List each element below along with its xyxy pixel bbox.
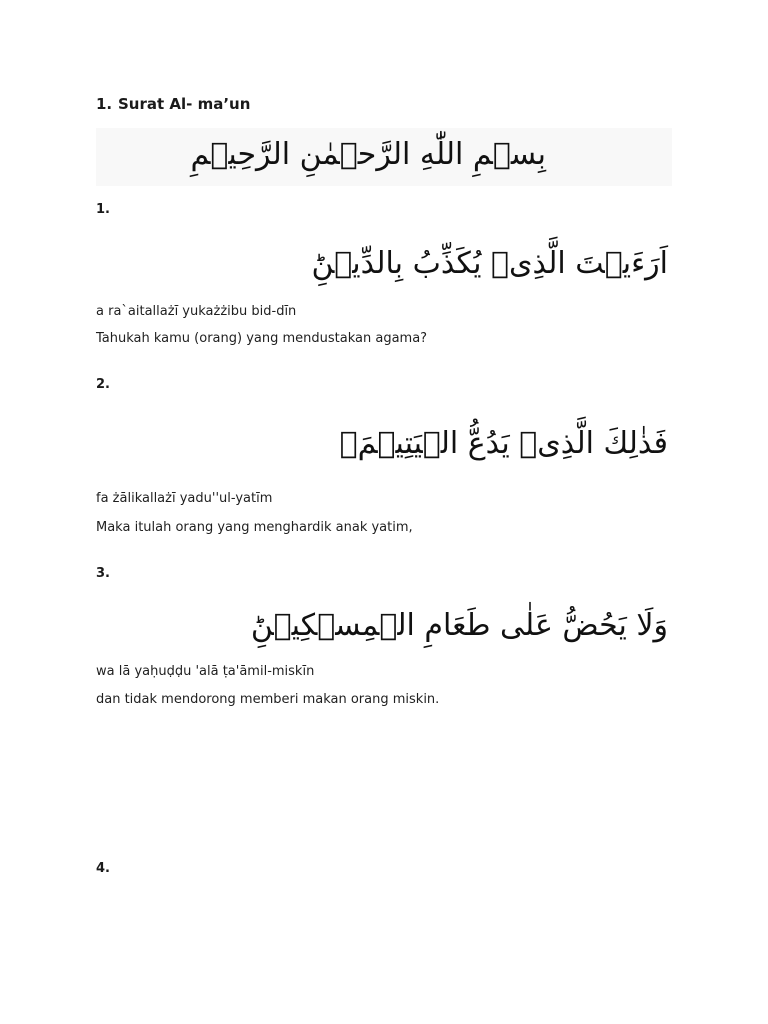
verse-3-transliteration: wa lā yaḥuḍḍu 'alā ṭa'āmil-miskīn bbox=[96, 664, 315, 679]
verse-4-number: 4. bbox=[96, 861, 110, 876]
verse-1-number: 1. bbox=[96, 202, 110, 217]
verse-1-arabic: اَرَءَيۡتَ الَّذِىۡ يُكَذِّبُ بِالدِّيۡنِؕ bbox=[311, 246, 668, 281]
verse-1-translation: Tahukah kamu (orang) yang mendustakan agama? bbox=[96, 331, 428, 346]
verse-3-number: 3. bbox=[96, 566, 110, 581]
title-text: Surat Al- ma’un bbox=[118, 95, 251, 113]
verse-2-number: 2. bbox=[96, 377, 110, 392]
verse-2-arabic: فَذٰلِكَ الَّذِىۡ يَدُعُّ الۡيَتِيۡمَۙ bbox=[339, 426, 668, 461]
title-number: 1. bbox=[96, 95, 113, 113]
verse-3-arabic: وَلَا يَحُضُّ عَلٰى طَعَامِ الۡمِسۡكِيۡنِؕ bbox=[250, 608, 668, 643]
basmala-text: بِسۡمِ اللّٰهِ الرَّحۡمٰنِ الرَّحِيۡمِ bbox=[190, 137, 546, 172]
page-title bbox=[96, 95, 250, 113]
verse-3-translation: dan tidak mendorong memberi makan orang miskin. bbox=[96, 692, 440, 707]
verse-2-translation: Maka itulah orang yang menghardik anak yatim, bbox=[96, 520, 413, 535]
verse-1-transliteration: a ra`aitallażī yukażżibu bid-dīn bbox=[96, 304, 297, 319]
verse-2-transliteration: fa żālikallażī yadu''ul-yatīm bbox=[96, 491, 273, 506]
